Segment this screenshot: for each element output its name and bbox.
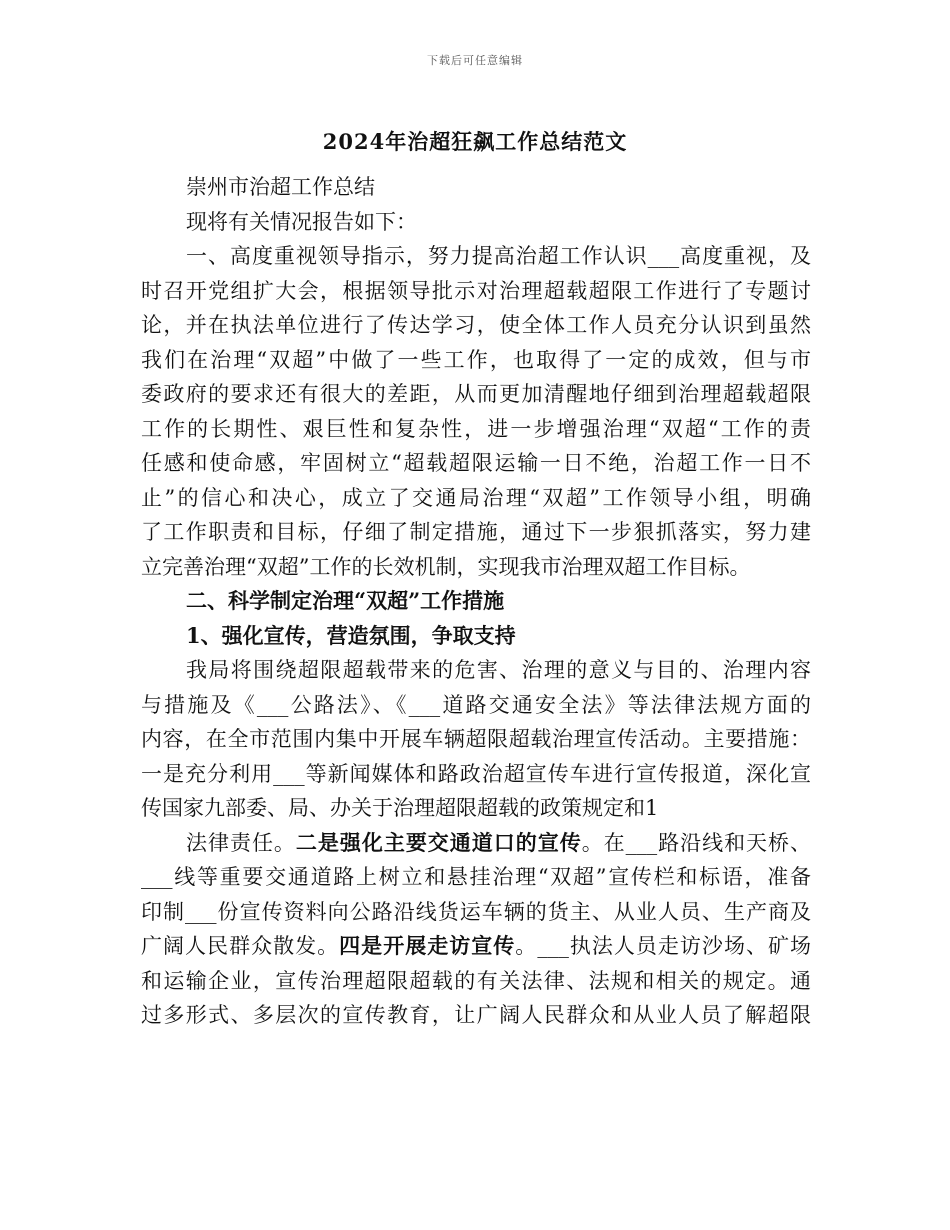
body-line: 论，并在执法单位进行了传达学习，使全体工作人员充分认识到虽然 xyxy=(141,313,811,337)
text-run: 。___执法人员走访沙场、矿场 xyxy=(515,934,812,958)
subsection-heading: 1、强化宣传，营造氛围，争取支持 xyxy=(186,622,516,648)
body-line: 任感和使命感，牢固树立“超载超限运输一日不绝，治超工作一日不 xyxy=(141,451,811,475)
body-line: 立完善治理“双超”工作的长效机制，实现我市治理双超工作目标。 xyxy=(141,554,751,579)
body-line: 委政府的要求还有很大的差距，从而更加清醒地仔细到治理超载超限 xyxy=(141,382,811,406)
body-line: 过多形式、多层次的宣传教育，让广阔人民群众和从业人员了解超限 xyxy=(141,1003,811,1027)
bold-text-run: 四是开展走访宣传 xyxy=(339,933,516,958)
body-line: 内容，在全市范围内集中开展车辆超限超载治理宣传活动。主要措施： xyxy=(141,727,811,751)
document-title: 2024年治超狂飙工作总结范文 xyxy=(322,129,628,154)
body-line: 我们在治理“双超”中做了一些工作，也取得了一定的成效，但与市 xyxy=(141,347,811,372)
body-line: 崇州市治超工作总结 xyxy=(186,175,375,199)
section-heading: 二、科学制定治理“双超”工作措施 xyxy=(186,588,505,613)
text-run: 广阔人民群众散发。 xyxy=(141,934,340,958)
document-body xyxy=(141,170,811,1033)
text-run: 。在___路沿线和天桥、 xyxy=(581,830,812,855)
body-line: 现将有关情况报告如下： xyxy=(186,209,417,234)
body-line: 传国家九部委、局、办关于治理超限超载的政策规定和1 xyxy=(141,796,659,820)
body-line: 了工作职责和目标，仔细了制定措施，通过下一步狠抓落实，努力建 xyxy=(141,520,811,544)
body-line: 和运输企业，宣传治理超限超载的有关法律、法规和相关的规定。通 xyxy=(141,968,811,993)
page-header-note: 下载后可任意编辑 xyxy=(427,54,523,67)
body-line: 时召开党组扩大会，根据领导批示对治理超载超限工作进行了专题讨 xyxy=(141,278,811,303)
body-line: 与措施及《___公路法》、《___道路交通安全法》等法律法规方面的 xyxy=(141,692,811,717)
body-line: 一、高度重视领导指示，努力提高治超工作认识___高度重视，及 xyxy=(186,244,811,268)
body-line: 印制___份宣传资料向公路沿线货运车辆的货主、从业人员、生产商及 xyxy=(141,899,811,924)
body-line: 止”的信心和决心，成立了交通局治理“双超”工作领导小组，明确 xyxy=(141,485,811,510)
body-line: 工作的长期性、艰巨性和复杂性，进一步增强治理“双超“工作的责 xyxy=(141,416,811,441)
body-line xyxy=(141,826,811,861)
body-line: 我局将围绕超限超载带来的危害、治理的意义与目的、治理内容 xyxy=(186,658,811,682)
body-line xyxy=(141,929,811,964)
text-run: 法律责任。 xyxy=(186,830,296,855)
body-line: ___线等重要交通道路上树立和悬挂治理“双超”宣传栏和标语，准备 xyxy=(141,865,811,889)
bold-text-run: 二是强化主要交通道口的宣传 xyxy=(295,829,582,855)
body-line: 一是充分利用___等新闻媒体和路政治超宣传车进行宣传报道，深化宣 xyxy=(141,761,811,786)
